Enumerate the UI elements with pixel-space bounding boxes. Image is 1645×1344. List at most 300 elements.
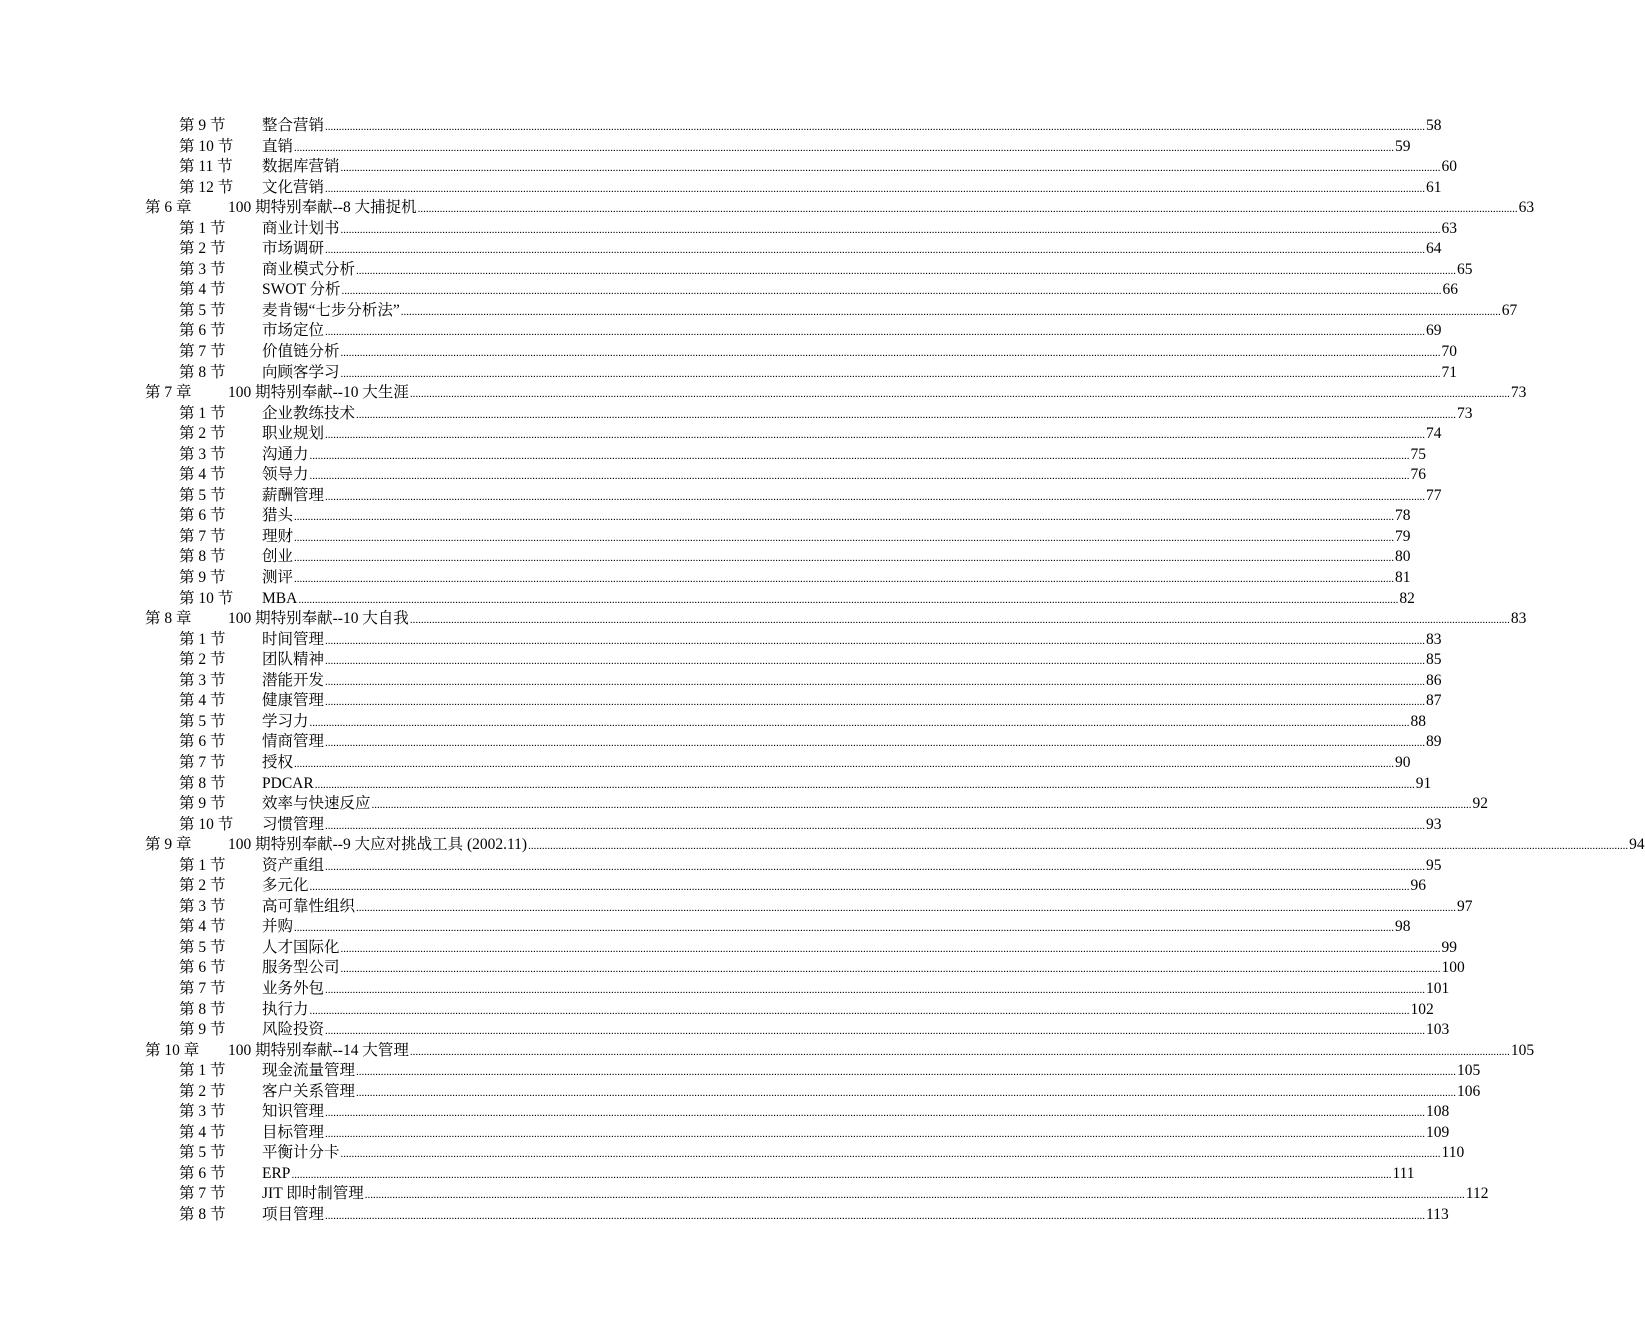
toc-entry-page-number: 96 [1410, 877, 1427, 895]
toc-entry-page-number: 92 [1472, 795, 1489, 813]
toc-entry-line [262, 917, 1411, 938]
toc-entry-line [262, 178, 1442, 199]
toc-entry-title: 理财 [262, 527, 294, 545]
dot-leader: ................................................................................................................................................................................................................................................................................................................................................................................................................ [309, 449, 1410, 462]
dot-leader: ................................................................................................................................................................................................................................................................................................................................................................................................................ [298, 593, 1399, 606]
toc-entry-line [262, 1205, 1449, 1226]
toc-section-entry[interactable] [0, 178, 1442, 199]
toc-chapter-entry[interactable] [0, 383, 1527, 404]
toc-section-entry[interactable] [0, 1102, 1450, 1123]
toc-entry-line [262, 404, 1473, 425]
toc-section-entry[interactable] [0, 363, 1458, 384]
dot-leader: ................................................................................................................................................................................................................................................................................................................................................................................................................ [371, 799, 1472, 812]
toc-entry-number: 第 10 章 [145, 1041, 200, 1059]
dot-leader: ................................................................................................................................................................................................................................................................................................................................................................................................................ [325, 429, 1426, 442]
toc-section-entry[interactable] [0, 1000, 1434, 1021]
toc-entry-number: 第 6 节 [179, 959, 226, 977]
toc-entry-number: 第 4 节 [179, 281, 226, 299]
toc-section-entry[interactable] [0, 897, 1473, 918]
toc-entry-number: 第 3 节 [179, 445, 226, 463]
toc-section-entry[interactable] [0, 753, 1411, 774]
toc-entry-number: 第 9 节 [179, 1021, 226, 1039]
toc-entry-number: 第 3 节 [179, 1103, 226, 1121]
toc-entry-number: 第 10 节 [179, 589, 234, 607]
toc-entry-number: 第 2 节 [179, 425, 226, 443]
toc-section-entry[interactable] [0, 445, 1427, 466]
toc-entry-page-number: 79 [1395, 527, 1411, 545]
toc-entry-page-number: 59 [1395, 137, 1411, 155]
toc-entry-line [262, 301, 1518, 322]
toc-entry-number: 第 9 节 [179, 117, 226, 134]
dot-leader: ................................................................................................................................................................................................................................................................................................................................................................................................................ [309, 470, 1410, 483]
dot-leader: ................................................................................................................................................................................................................................................................................................................................................................................................................ [325, 819, 1426, 832]
toc-entry-page-number: 103 [1426, 1021, 1450, 1039]
toc-entry-title: ERP [262, 1164, 291, 1182]
toc-entry-title: MBA [262, 589, 298, 607]
toc-entry-line [262, 445, 1427, 466]
toc-entry-page-number: 63 [1518, 199, 1535, 217]
toc-chapter-entry[interactable] [0, 609, 1527, 630]
toc-entry-page-number: 83 [1510, 610, 1527, 628]
dot-leader: ................................................................................................................................................................................................................................................................................................................................................................................................................ [325, 655, 1426, 668]
toc-entry-line [262, 239, 1442, 260]
dot-leader: ................................................................................................................................................................................................................................................................................................................................................................................................................ [325, 675, 1426, 688]
toc-entry-title: 文化营销 [262, 178, 325, 196]
toc-entry-number: 第 1 节 [179, 404, 226, 422]
toc-entry-number: 第 8 章 [145, 610, 192, 628]
toc-entry-line [262, 1102, 1450, 1123]
toc-entry-page-number: 66 [1442, 281, 1459, 299]
toc-entry-number: 第 7 节 [179, 527, 226, 545]
toc-entry-number: 第 2 节 [179, 877, 226, 895]
toc-entry-number: 第 6 节 [179, 733, 226, 751]
toc-section-entry[interactable] [0, 568, 1411, 589]
toc-entry-number: 第 4 节 [179, 918, 226, 936]
toc-entry-title: 客户关系管理 [262, 1082, 356, 1100]
toc-entry-title: 100 期特别奉献--9 大应对挑战工具 (2002.11) [228, 836, 528, 854]
toc-entry-number: 第 8 节 [179, 548, 226, 566]
toc-entry-line [262, 1123, 1450, 1144]
toc-entry-title: 健康管理 [262, 692, 325, 710]
toc-entry-line [262, 958, 1465, 979]
dot-leader: ................................................................................................................................................................................................................................................................................................................................................................................................................ [325, 860, 1426, 873]
toc-section-entry[interactable] [0, 280, 1459, 301]
toc-entry-line [262, 691, 1442, 712]
dot-leader: ................................................................................................................................................................................................................................................................................................................................................................................................................ [409, 1045, 1510, 1058]
toc-entry-line [262, 424, 1442, 445]
toc-section-entry[interactable] [0, 260, 1473, 281]
toc-entry-page-number: 81 [1395, 569, 1411, 587]
toc-entry-page-number: 60 [1441, 158, 1458, 176]
toc-entry-line [262, 342, 1458, 363]
toc-section-entry[interactable] [0, 1164, 1415, 1185]
toc-entry-line [262, 321, 1442, 342]
toc-section-entry[interactable] [0, 979, 1450, 1000]
toc-entry-line [262, 157, 1458, 178]
toc-entry-line [262, 137, 1411, 158]
toc-entry-title: 猎头 [262, 507, 294, 525]
dot-leader: ................................................................................................................................................................................................................................................................................................................................................................................................................ [294, 922, 1395, 935]
toc-entry-line [262, 1184, 1489, 1205]
toc-entry-title: 100 期特别奉献--10 大生涯 [228, 384, 409, 402]
table-of-contents [0, 116, 1645, 1226]
toc-entry-title: 高可靠性组织 [262, 897, 356, 915]
toc-entry-title: 资产重组 [262, 856, 325, 874]
toc-section-entry[interactable] [0, 465, 1427, 486]
toc-entry-line [262, 732, 1442, 753]
toc-entry-line [262, 630, 1442, 651]
toc-entry-page-number: 95 [1426, 856, 1442, 874]
toc-section-entry[interactable] [0, 630, 1442, 651]
toc-section-entry[interactable] [0, 1082, 1481, 1103]
toc-section-entry[interactable] [0, 938, 1458, 959]
toc-entry-number: 第 8 节 [179, 363, 226, 381]
toc-section-entry[interactable] [0, 1123, 1450, 1144]
toc-entry-title: 习惯管理 [262, 815, 325, 833]
toc-section-entry[interactable] [0, 650, 1442, 671]
toc-section-entry[interactable] [0, 876, 1427, 897]
toc-entry-number: 第 1 节 [179, 1062, 226, 1080]
toc-entry-page-number: 105 [1457, 1062, 1481, 1080]
toc-entry-line [262, 1164, 1415, 1185]
toc-entry-number: 第 9 节 [179, 569, 226, 587]
toc-section-entry[interactable] [0, 917, 1411, 938]
toc-entry-title: 领导力 [262, 466, 309, 484]
dot-leader: ................................................................................................................................................................................................................................................................................................................................................................................................................ [325, 1127, 1426, 1140]
dot-leader: ................................................................................................................................................................................................................................................................................................................................................................................................................ [325, 244, 1426, 257]
toc-section-entry[interactable] [0, 301, 1518, 322]
toc-entry-line [262, 568, 1411, 589]
toc-entry-page-number: 110 [1441, 1144, 1465, 1162]
toc-entry-title: JIT 即时制管理 [262, 1185, 364, 1203]
toc-entry-page-number: 69 [1426, 322, 1442, 340]
toc-section-entry[interactable] [0, 527, 1411, 548]
toc-entry-page-number: 86 [1426, 671, 1442, 689]
toc-entry-line [228, 198, 1535, 219]
dot-leader: ................................................................................................................................................................................................................................................................................................................................................................................................................ [294, 141, 1395, 154]
toc-entry-line [262, 547, 1411, 568]
dot-leader: ................................................................................................................................................................................................................................................................................................................................................................................................................ [309, 716, 1410, 729]
toc-entry-page-number: 88 [1410, 712, 1427, 730]
toc-section-entry[interactable] [0, 321, 1442, 342]
toc-section-entry[interactable] [0, 671, 1442, 692]
toc-entry-title: 时间管理 [262, 630, 325, 648]
dot-leader: ................................................................................................................................................................................................................................................................................................................................................................................................................ [340, 162, 1441, 175]
dot-leader: ................................................................................................................................................................................................................................................................................................................................................................................................................ [291, 1168, 1392, 1181]
toc-entry-number: 第 4 节 [179, 1123, 226, 1141]
toc-entry-page-number: 65 [1457, 260, 1473, 278]
toc-entry-number: 第 4 节 [179, 692, 226, 710]
toc-section-entry[interactable] [0, 342, 1458, 363]
toc-entry-number: 第 3 节 [179, 897, 226, 915]
toc-entry-number: 第 7 节 [179, 753, 226, 771]
dot-leader: ................................................................................................................................................................................................................................................................................................................................................................................................................ [340, 223, 1441, 236]
toc-entry-page-number: 109 [1426, 1123, 1450, 1141]
toc-section-entry[interactable] [0, 239, 1442, 260]
toc-entry-page-number: 67 [1501, 301, 1518, 319]
toc-entry-title: 多元化 [262, 877, 309, 895]
toc-entry-title: 授权 [262, 753, 294, 771]
toc-entry-line [228, 609, 1527, 630]
toc-entry-title: SWOT 分析 [262, 281, 341, 299]
toc-entry-title: 商业计划书 [262, 219, 340, 237]
toc-entry-line [262, 1000, 1434, 1021]
toc-entry-page-number: 98 [1395, 918, 1411, 936]
toc-entry-number: 第 8 节 [179, 774, 226, 792]
toc-entry-line [262, 363, 1458, 384]
toc-section-entry[interactable] [0, 958, 1465, 979]
toc-chapter-entry[interactable] [0, 198, 1535, 219]
dot-leader: ................................................................................................................................................................................................................................................................................................................................................................................................................ [341, 285, 1442, 298]
toc-entry-number: 第 3 节 [179, 260, 226, 278]
dot-leader: ................................................................................................................................................................................................................................................................................................................................................................................................................ [325, 983, 1426, 996]
dot-leader: ................................................................................................................................................................................................................................................................................................................................................................................................................ [325, 634, 1426, 647]
toc-section-entry[interactable] [0, 1143, 1465, 1164]
toc-entry-title: 薪酬管理 [262, 486, 325, 504]
toc-entry-title: 效率与快速反应 [262, 795, 371, 813]
toc-entry-title: 目标管理 [262, 1123, 325, 1141]
toc-entry-title: 直销 [262, 137, 294, 155]
toc-entry-number: 第 5 节 [179, 938, 226, 956]
toc-entry-line [262, 774, 1432, 795]
toc-entry-page-number: 97 [1457, 897, 1473, 915]
toc-entry-page-number: 102 [1410, 1000, 1434, 1018]
toc-entry-title: 潜能开发 [262, 671, 325, 689]
dot-leader: ................................................................................................................................................................................................................................................................................................................................................................................................................ [309, 881, 1410, 894]
toc-entry-line [262, 897, 1473, 918]
toc-entry-line [262, 938, 1458, 959]
toc-entry-number: 第 10 节 [179, 815, 234, 833]
toc-entry-number: 第 6 节 [179, 507, 226, 525]
toc-entry-number: 第 12 节 [179, 178, 234, 196]
toc-entry-page-number: 89 [1426, 733, 1442, 751]
toc-entry-title: 知识管理 [262, 1103, 325, 1121]
toc-entry-number: 第 10 节 [179, 137, 234, 155]
toc-entry-page-number: 71 [1441, 363, 1458, 381]
toc-entry-title: 学习力 [262, 712, 309, 730]
toc-entry-line [262, 527, 1411, 548]
toc-entry-page-number: 82 [1399, 589, 1415, 607]
toc-entry-number: 第 7 节 [179, 979, 226, 997]
toc-entry-title: 平衡计分卡 [262, 1144, 340, 1162]
toc-entry-page-number: 83 [1426, 630, 1442, 648]
toc-entry-number: 第 6 节 [179, 1164, 226, 1182]
toc-entry-number: 第 7 节 [179, 343, 226, 361]
toc-entry-title: 风险投资 [262, 1021, 325, 1039]
toc-entry-number: 第 1 节 [179, 856, 226, 874]
toc-entry-line [262, 876, 1427, 897]
dot-leader: ................................................................................................................................................................................................................................................................................................................................................................................................................ [340, 347, 1441, 360]
dot-leader: ................................................................................................................................................................................................................................................................................................................................................................................................................ [325, 326, 1426, 339]
toc-section-entry[interactable] [0, 404, 1473, 425]
toc-entry-number: 第 1 节 [179, 630, 226, 648]
toc-section-entry[interactable] [0, 157, 1458, 178]
toc-entry-number: 第 7 章 [145, 384, 192, 402]
toc-section-entry[interactable] [0, 794, 1489, 815]
toc-entry-line [262, 116, 1442, 137]
toc-entry-number: 第 2 节 [179, 651, 226, 669]
dot-leader: ................................................................................................................................................................................................................................................................................................................................................................................................................ [325, 696, 1426, 709]
toc-section-entry[interactable] [0, 856, 1442, 877]
toc-entry-line [262, 1020, 1450, 1041]
toc-entry-page-number: 77 [1426, 486, 1442, 504]
dot-leader: ................................................................................................................................................................................................................................................................................................................................................................................................................ [325, 737, 1426, 750]
toc-entry-line [262, 1143, 1465, 1164]
dot-leader: ................................................................................................................................................................................................................................................................................................................................................................................................................ [294, 757, 1395, 770]
toc-entry-line [262, 815, 1442, 836]
dot-leader: ................................................................................................................................................................................................................................................................................................................................................................................................................ [356, 408, 1457, 421]
dot-leader: ................................................................................................................................................................................................................................................................................................................................................................................................................ [325, 182, 1426, 195]
dot-leader: ................................................................................................................................................................................................................................................................................................................................................................................................................ [325, 121, 1426, 133]
toc-section-entry[interactable] [0, 815, 1442, 836]
toc-section-entry[interactable] [0, 774, 1432, 795]
toc-entry-page-number: 78 [1395, 507, 1411, 525]
toc-entry-number: 第 9 章 [145, 836, 192, 854]
toc-entry-number: 第 8 节 [179, 1205, 226, 1223]
toc-section-entry[interactable] [0, 116, 1442, 137]
toc-entry-title: 向顾客学习 [262, 363, 340, 381]
toc-entry-page-number: 74 [1426, 425, 1442, 443]
toc-section-entry[interactable] [0, 1205, 1449, 1226]
toc-entry-title: 商业模式分析 [262, 260, 356, 278]
toc-section-entry[interactable] [0, 691, 1442, 712]
toc-entry-title: PDCAR [262, 774, 314, 792]
toc-entry-title: 现金流量管理 [262, 1062, 356, 1080]
toc-entry-line [262, 712, 1427, 733]
toc-section-entry[interactable] [0, 137, 1411, 158]
toc-entry-title: 团队精神 [262, 651, 325, 669]
toc-section-entry[interactable] [0, 1061, 1481, 1082]
dot-leader: ................................................................................................................................................................................................................................................................................................................................................................................................................ [325, 1107, 1426, 1120]
toc-entry-page-number: 70 [1441, 343, 1458, 361]
toc-entry-title: 价值链分析 [262, 343, 340, 361]
toc-entry-title: 100 期特别奉献--10 大自我 [228, 610, 409, 628]
dot-leader: ................................................................................................................................................................................................................................................................................................................................................................................................................ [417, 203, 1518, 216]
toc-entry-number: 第 6 章 [145, 199, 192, 217]
toc-entry-line [262, 794, 1489, 815]
toc-entry-number: 第 11 节 [179, 158, 233, 176]
toc-section-entry[interactable] [0, 547, 1411, 568]
toc-entry-number: 第 5 节 [179, 712, 226, 730]
toc-entry-title: 100 期特别奉献--14 大管理 [228, 1041, 409, 1059]
toc-entry-page-number: 63 [1441, 219, 1458, 237]
dot-leader: ................................................................................................................................................................................................................................................................................................................................................................................................................ [294, 531, 1395, 544]
toc-entry-title: 沟通力 [262, 445, 309, 463]
dot-leader: ................................................................................................................................................................................................................................................................................................................................................................................................................ [356, 1066, 1457, 1079]
toc-entry-line [262, 1082, 1481, 1103]
toc-entry-line [262, 465, 1427, 486]
dot-leader: ................................................................................................................................................................................................................................................................................................................................................................................................................ [294, 511, 1395, 524]
toc-entry-title: 麦肯锡“七步分析法” [262, 301, 400, 319]
toc-section-entry[interactable] [0, 732, 1442, 753]
toc-entry-title: 市场定位 [262, 322, 325, 340]
toc-entry-page-number: 112 [1465, 1185, 1489, 1203]
dot-leader: ................................................................................................................................................................................................................................................................................................................................................................................................................ [356, 264, 1457, 277]
toc-section-entry[interactable] [0, 589, 1415, 610]
toc-entry-line [262, 486, 1442, 507]
dot-leader: ................................................................................................................................................................................................................................................................................................................................................................................................................ [294, 552, 1395, 565]
toc-entry-page-number: 91 [1415, 774, 1432, 792]
toc-entry-line [262, 260, 1473, 281]
toc-entry-title: 并购 [262, 918, 294, 936]
toc-entry-title: 企业教练技术 [262, 404, 356, 422]
toc-entry-line [262, 589, 1415, 610]
toc-entry-number: 第 6 节 [179, 322, 226, 340]
toc-section-entry[interactable] [0, 486, 1442, 507]
toc-entry-title: 人才国际化 [262, 938, 340, 956]
toc-entry-page-number: 80 [1395, 548, 1411, 566]
toc-section-entry[interactable] [0, 219, 1458, 240]
dot-leader: ................................................................................................................................................................................................................................................................................................................................................................................................................ [340, 963, 1441, 976]
toc-entry-line [262, 1061, 1481, 1082]
dot-leader: ................................................................................................................................................................................................................................................................................................................................................................................................................ [325, 1025, 1426, 1038]
dot-leader: ................................................................................................................................................................................................................................................................................................................................................................................................................ [294, 573, 1395, 586]
toc-entry-page-number: 64 [1426, 240, 1442, 258]
toc-entry-title: 100 期特别奉献--8 大捕捉机 [228, 199, 417, 217]
toc-entry-page-number: 61 [1426, 178, 1442, 196]
toc-entry-title: 项目管理 [262, 1205, 325, 1223]
toc-entry-page-number: 73 [1510, 384, 1527, 402]
toc-entry-line [262, 650, 1442, 671]
toc-entry-page-number: 90 [1395, 753, 1411, 771]
toc-entry-line [262, 506, 1411, 527]
toc-entry-line [262, 979, 1450, 1000]
toc-entry-page-number: 111 [1392, 1164, 1415, 1182]
toc-entry-line [262, 280, 1459, 301]
toc-entry-page-number: 76 [1410, 466, 1427, 484]
toc-entry-line [228, 835, 1645, 856]
toc-entry-line [228, 383, 1527, 404]
toc-entry-title: 服务型公司 [262, 959, 340, 977]
toc-entry-page-number: 101 [1426, 979, 1450, 997]
toc-entry-number: 第 2 节 [179, 1082, 226, 1100]
toc-entry-page-number: 100 [1441, 959, 1465, 977]
dot-leader: ................................................................................................................................................................................................................................................................................................................................................................................................................ [409, 388, 1510, 401]
toc-entry-number: 第 5 节 [179, 486, 226, 504]
toc-entry-number: 第 1 节 [179, 219, 226, 237]
toc-entry-line [228, 1041, 1535, 1062]
toc-entry-number: 第 8 节 [179, 1000, 226, 1018]
dot-leader: ................................................................................................................................................................................................................................................................................................................................................................................................................ [528, 840, 1629, 853]
toc-section-entry[interactable] [0, 712, 1427, 733]
toc-section-entry[interactable] [0, 1184, 1489, 1205]
toc-chapter-entry[interactable] [0, 1041, 1535, 1062]
dot-leader: ................................................................................................................................................................................................................................................................................................................................................................................................................ [340, 942, 1441, 955]
toc-entry-title: 业务外包 [262, 979, 325, 997]
toc-entry-page-number: 113 [1426, 1205, 1449, 1223]
toc-entry-page-number: 108 [1426, 1103, 1450, 1121]
toc-section-entry[interactable] [0, 424, 1442, 445]
toc-entry-page-number: 99 [1441, 938, 1458, 956]
toc-entry-page-number: 85 [1426, 651, 1442, 669]
toc-entry-title: 执行力 [262, 1000, 309, 1018]
toc-entry-page-number: 75 [1410, 445, 1427, 463]
dot-leader: ................................................................................................................................................................................................................................................................................................................................................................................................................ [356, 901, 1457, 914]
toc-entry-title: 市场调研 [262, 240, 325, 258]
toc-entry-page-number: 93 [1426, 815, 1442, 833]
toc-section-entry[interactable] [0, 1020, 1450, 1041]
toc-entry-title: 整合营销 [262, 117, 325, 134]
toc-entry-line [262, 753, 1411, 774]
toc-entry-line [262, 856, 1442, 877]
toc-entry-page-number: 73 [1457, 404, 1473, 422]
toc-entry-line [262, 671, 1442, 692]
toc-section-entry[interactable] [0, 506, 1411, 527]
toc-entry-page-number: 58 [1426, 117, 1442, 134]
dot-leader: ................................................................................................................................................................................................................................................................................................................................................................................................................ [400, 305, 1501, 318]
toc-chapter-entry[interactable] [0, 835, 1645, 856]
toc-entry-page-number: 94 [1629, 836, 1645, 854]
